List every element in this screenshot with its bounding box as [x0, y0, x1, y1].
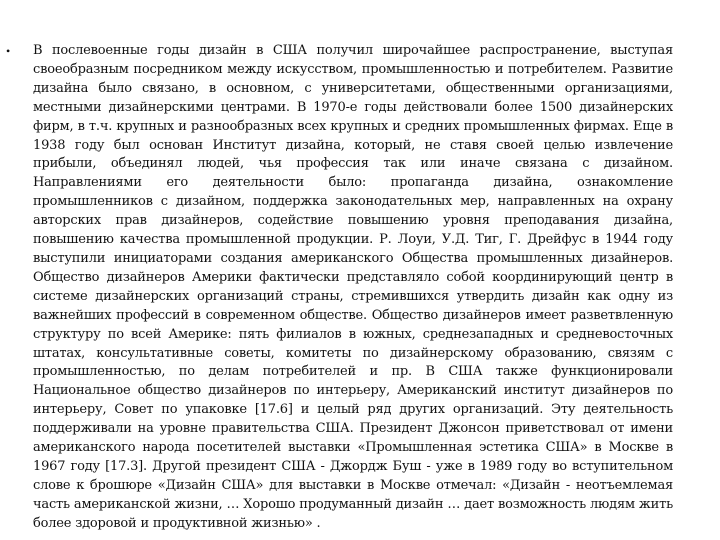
- bullet-marker: •: [6, 44, 11, 58]
- body-paragraph: В послевоенные годы дизайн в США получил широчайшее распространение, выступая своеобразным посредником между искусством, промышленностью и потребителем. Развитие дизайна было связано, в основном, с университетами, общественными организациями, местными дизайнерскими центрами. В 1970-е годы действовали более 1500 дизайнерских фирм, в т.ч. крупных и разнообразных всех крупных и средних промышленных фирмах. Еще в 1938 году был основан Институт дизайна, который, не ставя своей целью извлечение прибыли, объединял людей, чья профессия так или иначе связана с дизайном. Направлениями его деятельности было: пропаганда дизайна, ознакомление промышленников с дизайном, поддержка законодательных мер, направленных на охрану авторских прав дизайнеров, содействие повышению уровня преподавания дизайна, повышению качества промышленной продукции. Р. Лоуи, У.Д. Тиг, Г. Дрейфус в 1944 году выступили инициаторами создания американского Общества промышленных дизайнеров. Общество дизайнеров Америки фактически представляло собой координирующий центр в системе дизайнерских организаций страны, стремившихся утвердить дизайн как одну из важнейших профессий в современном обществе. Общество дизайнеров имеет разветвленную структуру по всей Америке: пять филиалов в южных, среднезападных и средневосточных штатах, консультативные советы, комитеты по дизайнерскому образованию, связям с промышленностью, по делам потребителей и пр. В США также функционировали Национальное общество дизайнеров по интерьеру, Американский институт дизайнеров по интерьеру, Совет по упаковке [17.6] и целый ряд других организаций. Эту деятельность поддерживали на уровне правительства США. Президент Джонсон приветствовал от имени американского народа посетителей выставки «Промышленная эстетика США» в Москве в 1967 году [17.3]. Другой президент США - Джордж Буш - уже в 1989 году во вступительном слове к брошюре «Дизайн США» для выставки в Москве отмечал: «Дизайн - неотъемлемая часть американской жизни, … Хорошо продуманный дизайн … дает возможность людям жить более здоровой и продуктивной жизнью» .: [33, 43, 673, 531]
